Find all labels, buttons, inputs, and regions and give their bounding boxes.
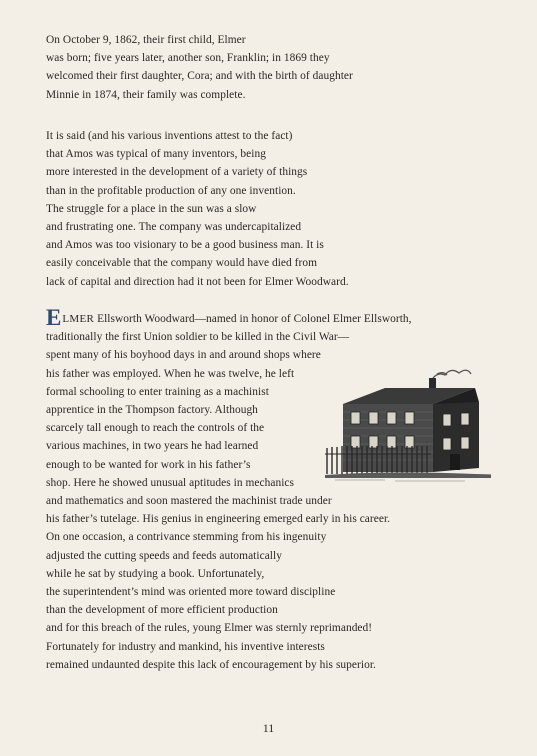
text-line-first	[46, 305, 412, 330]
drop-cap: E	[46, 305, 62, 330]
text-line: lack of capital and direction had it not been for Elmer Woodward.	[46, 275, 349, 288]
text-line: that Amos was typical of many inventors, being	[46, 148, 266, 161]
text-line: welcomed their first daughter, Cora; and with the birth of daughter	[46, 70, 353, 83]
text-line: and frustrating one. The company was undercapitalized	[46, 221, 302, 234]
text-line: and mathematics and soon mastered the machinist trade under	[46, 495, 332, 508]
text-line: and for this breach of the rules, young Elmer was sternly reprimanded!	[46, 622, 373, 635]
small-caps-word: LMER	[62, 313, 95, 325]
text-line: shop. Here he showed unusual aptitudes in mechanics	[46, 476, 295, 489]
paragraph-family	[46, 31, 353, 104]
text-line: traditionally the first Union soldier to be killed in the Civil War—	[46, 331, 350, 344]
text-line: while he sat by studying a book. Unfortunately,	[46, 567, 265, 580]
paragraph-amos	[46, 127, 349, 291]
factory-building-illustration	[325, 362, 491, 494]
text-line: more interested in the development of a variety of things	[46, 166, 308, 179]
text-line: On October 9, 1862, their first child, Elmer	[46, 34, 246, 46]
text-line: On one occasion, a contrivance stemming from his ingenuity	[46, 531, 327, 544]
text-line: remained undaunted despite this lack of encouragement by his superior.	[46, 658, 376, 671]
text-line: easily conceivable that the company would have died from	[46, 257, 318, 270]
text-line: The struggle for a place in the sun was a slow	[46, 202, 257, 215]
text-line: the superintendent’s mind was oriented more toward discipline	[46, 586, 336, 599]
text-line: spent many of his boyhood days in and around shops where	[46, 349, 321, 362]
text-line: than the development of more efficient production	[46, 604, 278, 617]
text-line: various machines, in two years he had learned	[46, 440, 259, 453]
text-line: enough to be wanted for work in his father’s	[46, 458, 251, 471]
text-line: apprentice in the Thompson factory. Although	[46, 404, 258, 417]
text-line: formal schooling to enter training as a machinist	[46, 385, 269, 398]
text-line: and Amos was too visionary to be a good business man. It is	[46, 239, 324, 252]
text-line: his father’s tutelage. His genius in engineering emerged early in his career.	[46, 513, 391, 526]
text-line: scarcely tall enough to reach the controls of the	[46, 422, 265, 435]
text-line: was born; five years later, another son, Franklin; in 1869 they	[46, 52, 330, 65]
page-number: 11	[262, 721, 275, 735]
text-line: his father was employed. When he was twelve, he left	[46, 367, 295, 380]
text-line: Minnie in 1874, their family was complete.	[46, 88, 246, 101]
text-line: adjusted the cutting speeds and feeds automatically	[46, 549, 282, 562]
text-line: than in the profitable production of any one invention.	[46, 184, 296, 197]
text-line: It is said (and his various inventions attest to the fact)	[46, 130, 293, 142]
text-line: Fortunately for industry and mankind, his inventive interests	[46, 640, 325, 653]
first-line-text: Ellsworth Woodward—named in honor of Colonel Elmer Ellsworth,	[94, 313, 412, 325]
